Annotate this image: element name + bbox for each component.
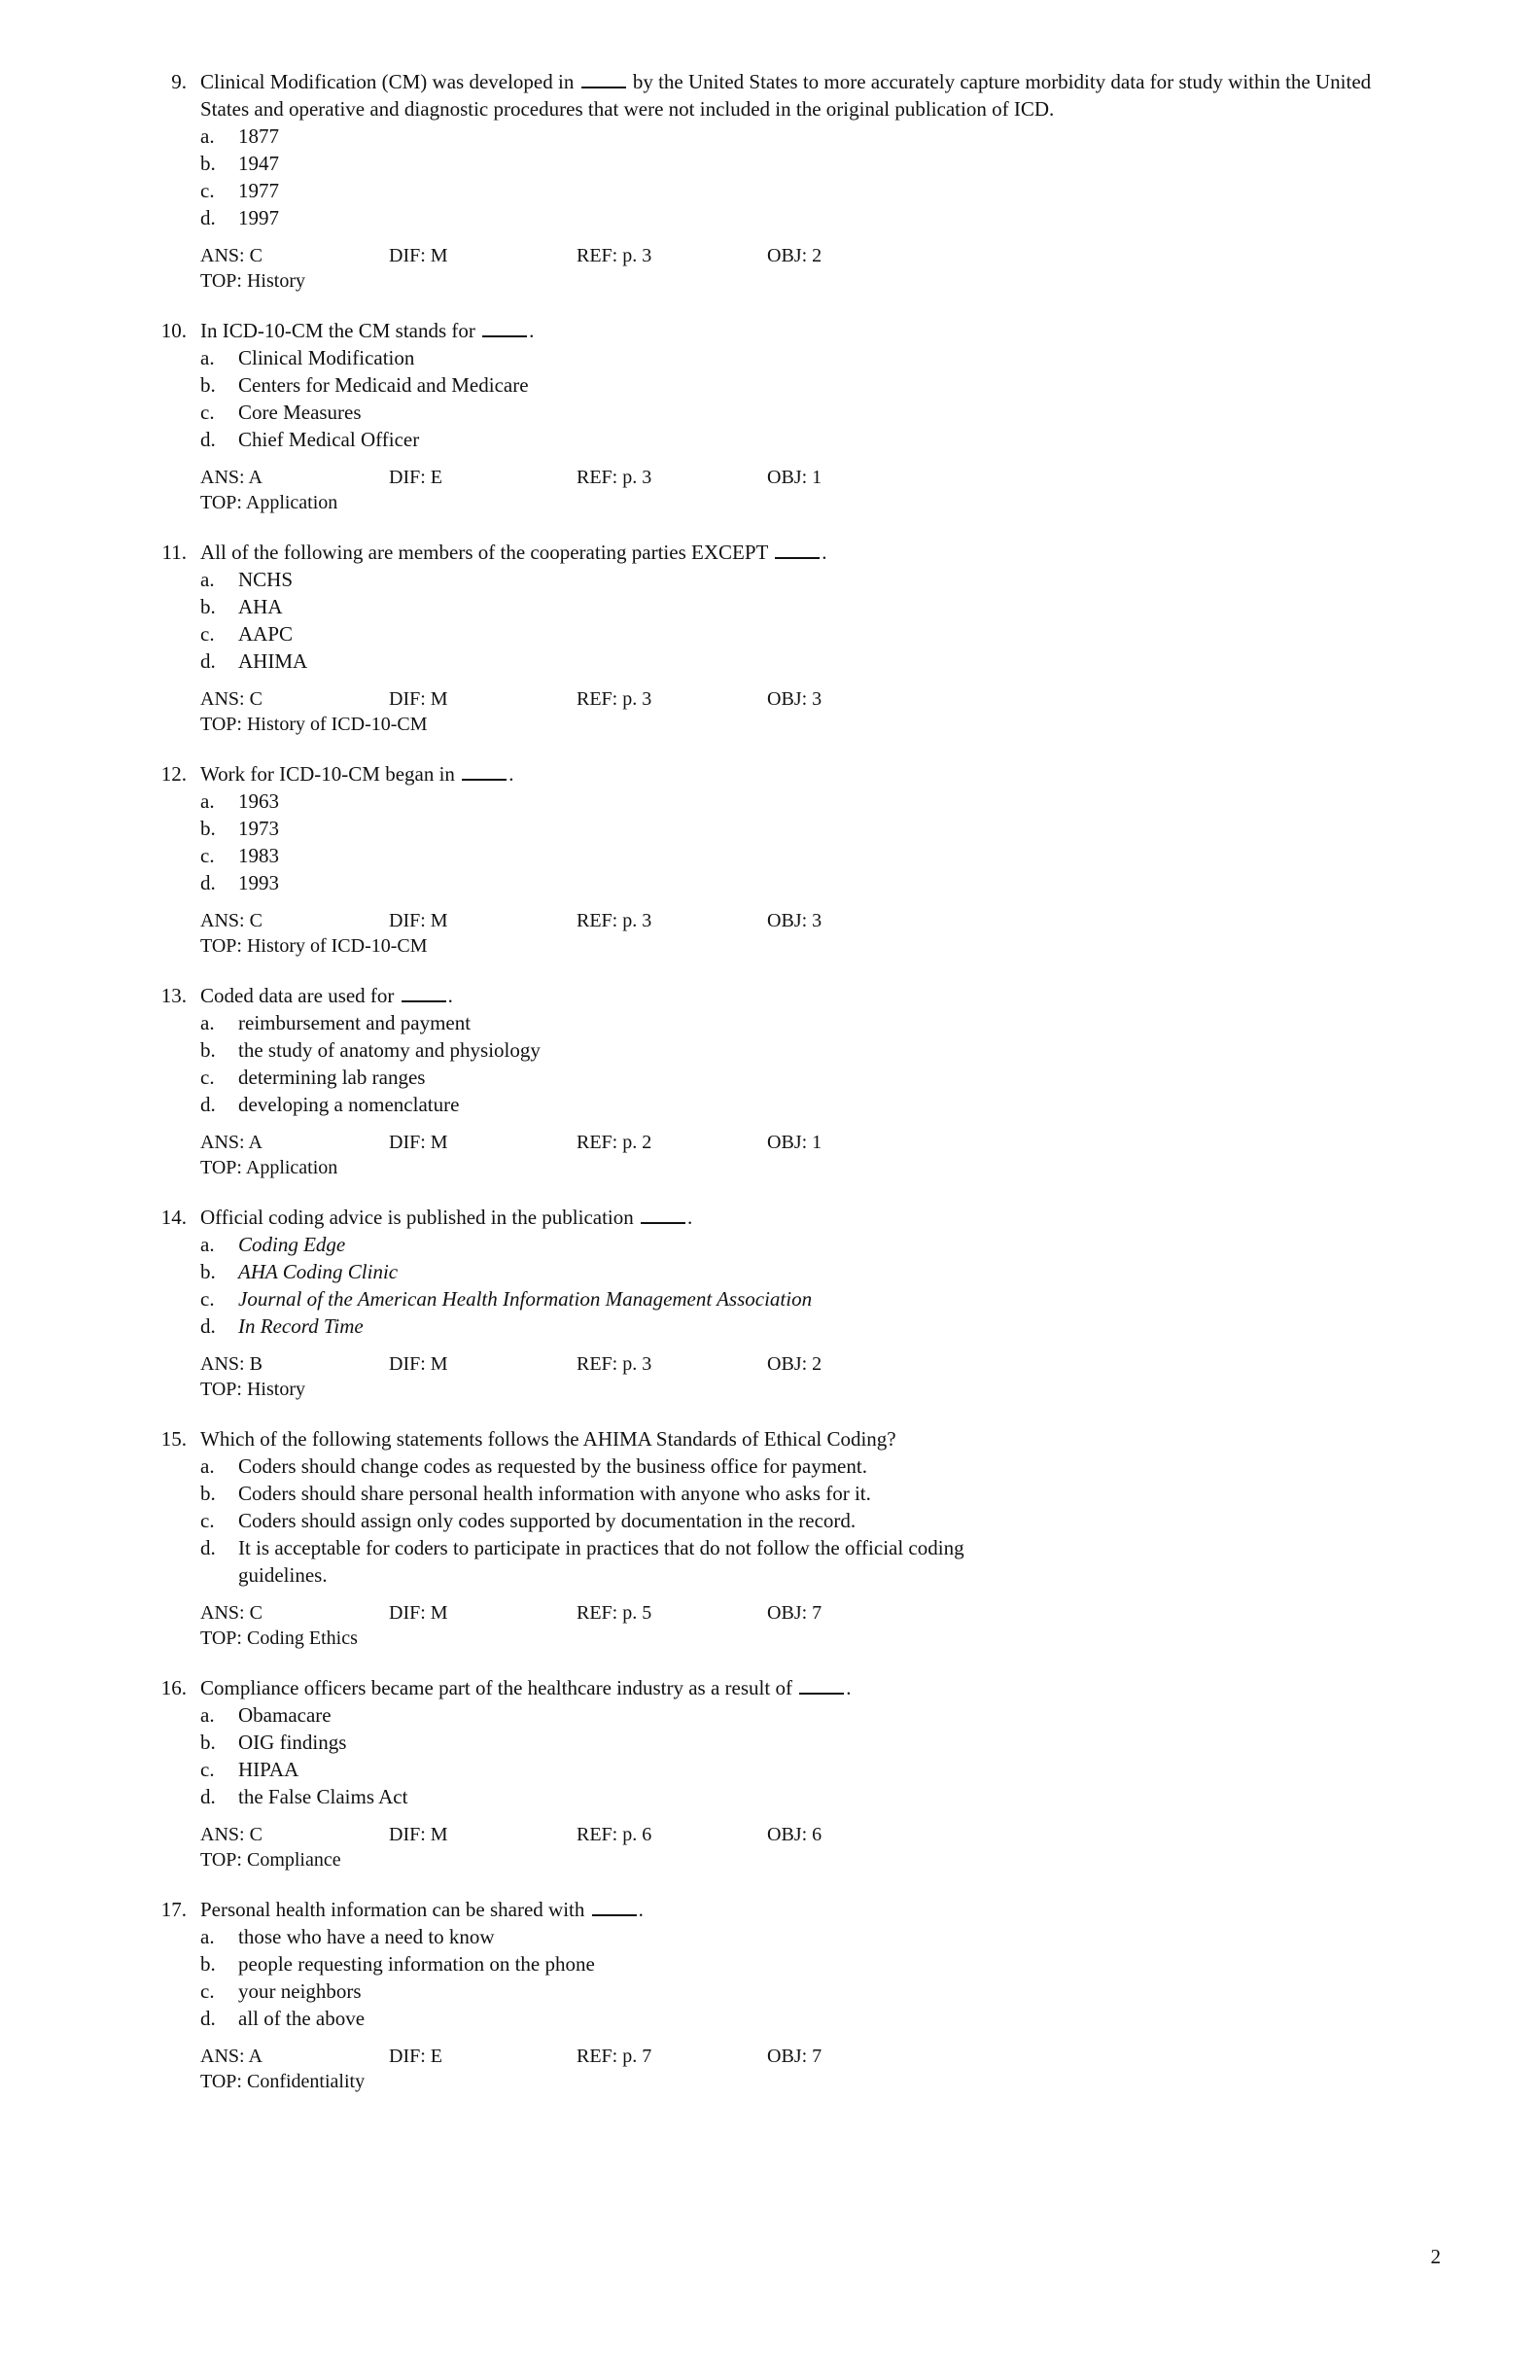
answer-options <box>0 1701 1540 1810</box>
answer-options <box>0 344 1540 453</box>
answer-option <box>0 1009 1540 1036</box>
answer-option <box>0 1480 1540 1507</box>
answer-key: ANS: C <box>200 245 262 266</box>
page-reference: REF: p. 3 <box>577 1353 652 1375</box>
answer-option <box>0 1783 1540 1810</box>
question-text-before: Personal health information can be shared with <box>200 1898 585 1921</box>
option-text: Obamacare <box>238 1703 332 1727</box>
question-text <box>200 68 1423 122</box>
question-text-after: . <box>846 1676 852 1699</box>
option-letter: b. <box>200 373 216 397</box>
answer-blank <box>402 983 446 1002</box>
option-letter: b. <box>200 1038 216 1062</box>
option-text: Coders should share personal health information with anyone who asks for it. <box>238 1482 871 1505</box>
answer-option <box>0 648 1540 675</box>
question-text-before: Official coding advice is published in the publication <box>200 1206 634 1229</box>
question-number: 9. <box>171 70 187 93</box>
option-text: 1983 <box>238 844 279 867</box>
option-letter: d. <box>200 2007 216 2030</box>
option-letter: a. <box>200 1925 215 1948</box>
difficulty: DIF: E <box>389 2046 442 2067</box>
question-number: 13. <box>160 984 187 1007</box>
option-text: the study of anatomy and physiology <box>238 1038 541 1062</box>
question-item <box>0 760 1540 959</box>
answer-option <box>0 620 1540 648</box>
option-letter: d. <box>200 649 216 673</box>
question-stem <box>0 68 1540 122</box>
topic: TOP: History of ICD-10-CM <box>200 714 428 735</box>
option-letter: c. <box>200 1287 215 1311</box>
question-text <box>200 539 1423 566</box>
answer-metadata <box>0 686 1540 737</box>
answer-option <box>0 204 1540 231</box>
option-letter: d. <box>200 1314 216 1338</box>
topic: TOP: Confidentiality <box>200 2071 366 2092</box>
question-text-after: by the United States to more accurately capture morbidity data for study within the United States and operative and diagnostic procedures that were not included in the original publication of ICD. <box>200 70 1372 121</box>
question-text-before: Coded data are used for <box>200 984 395 1007</box>
answer-option <box>0 1036 1540 1064</box>
option-letter: a. <box>200 568 215 591</box>
option-text: AHA <box>238 595 283 618</box>
answer-option <box>0 426 1540 453</box>
topic: TOP: Application <box>200 492 338 513</box>
objective: OBJ: 3 <box>767 910 822 931</box>
answer-option <box>0 1091 1540 1118</box>
page-reference: REF: p. 3 <box>577 910 652 931</box>
answer-option <box>0 1923 1540 1950</box>
question-number: 11. <box>161 541 187 564</box>
answer-option <box>0 1231 1540 1258</box>
option-letter: a. <box>200 789 215 813</box>
objective: OBJ: 6 <box>767 1824 822 1845</box>
page-reference: REF: p. 2 <box>577 1132 652 1153</box>
question-stem <box>0 317 1540 344</box>
option-letter: b. <box>200 1260 216 1283</box>
page-reference: REF: p. 3 <box>577 467 652 488</box>
answer-metadata <box>0 1600 1540 1651</box>
question-stem <box>0 539 1540 566</box>
objective: OBJ: 7 <box>767 2046 822 2067</box>
option-text: 1963 <box>238 789 279 813</box>
option-text: Journal of the American Health Information Management Association <box>238 1287 813 1311</box>
option-letter: b. <box>200 1731 216 1754</box>
question-item <box>0 539 1540 737</box>
difficulty: DIF: M <box>389 688 448 710</box>
option-text: the False Claims Act <box>238 1785 408 1808</box>
option-letter: d. <box>200 871 216 894</box>
question-text <box>200 1204 1423 1231</box>
option-text: 1977 <box>238 179 279 202</box>
answer-option <box>0 842 1540 869</box>
answer-metadata <box>0 1822 1540 1872</box>
answer-key: ANS: C <box>200 688 262 710</box>
question-stem <box>0 760 1540 788</box>
option-text: Centers for Medicaid and Medicare <box>238 373 529 397</box>
answer-option <box>0 1452 1540 1480</box>
difficulty: DIF: M <box>389 1602 448 1624</box>
question-number: 16. <box>160 1676 187 1699</box>
option-text: all of the above <box>238 2007 366 2030</box>
answer-option <box>0 344 1540 371</box>
option-letter: c. <box>200 1509 215 1532</box>
question-number: 14. <box>160 1206 187 1229</box>
option-letter: b. <box>200 152 216 175</box>
option-text: determining lab ranges <box>238 1066 426 1089</box>
option-text: 1997 <box>238 206 279 229</box>
option-text: Core Measures <box>238 401 362 424</box>
answer-option <box>0 150 1540 177</box>
answer-option <box>0 1950 1540 1978</box>
difficulty: DIF: M <box>389 1353 448 1375</box>
answer-key: ANS: C <box>200 1824 262 1845</box>
question-number: 17. <box>160 1898 187 1921</box>
question-item <box>0 1674 1540 1872</box>
option-letter: c. <box>200 1979 215 2003</box>
option-letter: a. <box>200 1703 215 1727</box>
option-letter: d. <box>200 206 216 229</box>
option-letter: d. <box>200 1093 216 1116</box>
answer-option <box>0 1729 1540 1756</box>
option-letter: a. <box>200 346 215 369</box>
option-letter: a. <box>200 124 215 148</box>
question-number: 12. <box>160 762 187 786</box>
option-letter: b. <box>200 1482 216 1505</box>
option-letter: a. <box>200 1454 215 1478</box>
answer-option <box>0 566 1540 593</box>
answer-option <box>0 1756 1540 1783</box>
option-text: Coders should change codes as requested by the business office for payment. <box>238 1454 867 1478</box>
page-reference: REF: p. 7 <box>577 2046 652 2067</box>
answer-options <box>0 1923 1540 2032</box>
question-stem <box>0 1425 1540 1452</box>
objective: OBJ: 2 <box>767 1353 822 1375</box>
question-text-after: . <box>529 319 535 342</box>
answer-metadata <box>0 908 1540 959</box>
answer-key: ANS: A <box>200 1132 262 1153</box>
question-number: 10. <box>160 319 187 342</box>
option-letter: b. <box>200 817 216 840</box>
answer-blank <box>775 540 820 559</box>
answer-option <box>0 1507 1540 1534</box>
option-text: NCHS <box>238 568 294 591</box>
question-text <box>200 760 1423 788</box>
question-text-after: . <box>822 541 827 564</box>
question-item <box>0 68 1540 294</box>
page-number: 2 <box>1430 2245 1441 2268</box>
question-text <box>200 1896 1423 1923</box>
answer-option <box>0 869 1540 896</box>
option-letter: b. <box>200 595 216 618</box>
option-text: OIG findings <box>238 1731 347 1754</box>
answer-key: ANS: A <box>200 467 262 488</box>
answer-blank <box>592 1897 637 1916</box>
objective: OBJ: 1 <box>767 467 822 488</box>
answer-blank <box>641 1205 685 1224</box>
answer-options <box>0 1452 1540 1589</box>
question-text-after: . <box>687 1206 693 1229</box>
topic: TOP: History <box>200 270 305 292</box>
option-text: 1877 <box>238 124 279 148</box>
question-text-before: Compliance officers became part of the healthcare industry as a result of <box>200 1676 792 1699</box>
page-reference: REF: p. 3 <box>577 245 652 266</box>
question-item <box>0 1425 1540 1651</box>
option-text: reimbursement and payment <box>238 1011 472 1034</box>
question-text-after: . <box>508 762 514 786</box>
option-letter: c. <box>200 401 215 424</box>
answer-key: ANS: C <box>200 1602 262 1624</box>
option-letter: d. <box>200 1785 216 1808</box>
answer-options <box>0 1009 1540 1118</box>
question-text <box>200 1674 1423 1701</box>
option-letter: c. <box>200 844 215 867</box>
question-item <box>0 317 1540 515</box>
topic: TOP: History <box>200 1379 305 1400</box>
answer-blank <box>799 1675 844 1695</box>
answer-option <box>0 177 1540 204</box>
answer-option <box>0 1258 1540 1285</box>
answer-key: ANS: C <box>200 910 262 931</box>
difficulty: DIF: M <box>389 1132 448 1153</box>
answer-metadata <box>0 1351 1540 1402</box>
option-text: those who have a need to know <box>238 1925 495 1948</box>
question-text <box>200 317 1423 344</box>
topic: TOP: Application <box>200 1157 338 1178</box>
question-text-before: In ICD-10-CM the CM stands for <box>200 319 475 342</box>
answer-options <box>0 1231 1540 1340</box>
answer-blank <box>581 69 626 88</box>
topic: TOP: Compliance <box>200 1849 341 1871</box>
difficulty: DIF: E <box>389 467 442 488</box>
answer-key: ANS: A <box>200 2046 262 2067</box>
answer-blank <box>462 761 507 781</box>
question-item <box>0 1896 1540 2094</box>
objective: OBJ: 1 <box>767 1132 822 1153</box>
option-letter: b. <box>200 1952 216 1976</box>
answer-blank <box>482 318 527 337</box>
question-text-before: Work for ICD-10-CM began in <box>200 762 455 786</box>
question-text-after: . <box>447 984 453 1007</box>
answer-option <box>0 2005 1540 2032</box>
question-stem <box>0 982 1540 1009</box>
option-letter: c. <box>200 1066 215 1089</box>
question-stem <box>0 1204 1540 1231</box>
option-letter: c. <box>200 179 215 202</box>
option-letter: a. <box>200 1011 215 1034</box>
option-text: developing a nomenclature <box>238 1093 460 1116</box>
difficulty: DIF: M <box>389 1824 448 1845</box>
answer-options <box>0 122 1540 231</box>
answer-metadata <box>0 1130 1540 1180</box>
question-list <box>0 68 1540 2118</box>
difficulty: DIF: M <box>389 910 448 931</box>
topic: TOP: Coding Ethics <box>200 1628 358 1649</box>
objective: OBJ: 7 <box>767 1602 822 1624</box>
option-letter: d. <box>200 428 216 451</box>
page-reference: REF: p. 5 <box>577 1602 652 1624</box>
answer-option <box>0 1534 1540 1589</box>
question-text-after: . <box>638 1898 644 1921</box>
page-reference: REF: p. 6 <box>577 1824 652 1845</box>
answer-options <box>0 788 1540 896</box>
option-text: AAPC <box>238 622 294 646</box>
question-text-before: Which of the following statements follows the AHIMA Standards of Ethical Coding? <box>200 1427 896 1451</box>
answer-option <box>0 399 1540 426</box>
answer-option <box>0 371 1540 399</box>
difficulty: DIF: M <box>389 245 448 266</box>
option-text: In Record Time <box>238 1314 364 1338</box>
question-item <box>0 1204 1540 1402</box>
option-text: Coding Edge <box>238 1233 346 1256</box>
option-text: 1993 <box>238 871 279 894</box>
question-text-before: All of the following are members of the cooperating parties EXCEPT <box>200 541 768 564</box>
question-item <box>0 982 1540 1180</box>
option-text: people requesting information on the phone <box>238 1952 595 1976</box>
option-text: 1973 <box>238 817 279 840</box>
option-letter: a. <box>200 1233 215 1256</box>
topic: TOP: History of ICD-10-CM <box>200 935 428 957</box>
option-text: Clinical Modification <box>238 346 415 369</box>
question-text <box>200 982 1423 1009</box>
question-stem <box>0 1896 1540 1923</box>
objective: OBJ: 2 <box>767 245 822 266</box>
objective: OBJ: 3 <box>767 688 822 710</box>
option-text: 1947 <box>238 152 279 175</box>
answer-option <box>0 1312 1540 1340</box>
question-text <box>200 1425 1423 1452</box>
option-letter: d. <box>200 1536 216 1559</box>
answer-metadata <box>0 243 1540 294</box>
answer-options <box>0 566 1540 675</box>
page-reference: REF: p. 3 <box>577 688 652 710</box>
question-stem <box>0 1674 1540 1701</box>
option-text: It is acceptable for coders to participate in practices that do not follow the official coding guidelines. <box>238 1536 964 1587</box>
answer-option <box>0 122 1540 150</box>
option-text: your neighbors <box>238 1979 362 2003</box>
answer-option <box>0 1978 1540 2005</box>
answer-key: ANS: B <box>200 1353 262 1375</box>
answer-option <box>0 1064 1540 1091</box>
answer-metadata <box>0 2044 1540 2094</box>
option-letter: c. <box>200 1758 215 1781</box>
option-text: AHIMA <box>238 649 308 673</box>
answer-option <box>0 788 1540 815</box>
answer-option <box>0 815 1540 842</box>
answer-option <box>0 1701 1540 1729</box>
answer-option <box>0 1285 1540 1312</box>
option-text: Chief Medical Officer <box>238 428 420 451</box>
answer-metadata <box>0 465 1540 515</box>
question-number: 15. <box>160 1427 187 1451</box>
option-letter: c. <box>200 622 215 646</box>
question-text-before: Clinical Modification (CM) was developed in <box>200 70 575 93</box>
answer-option <box>0 593 1540 620</box>
option-text: Coders should assign only codes supported by documentation in the record. <box>238 1509 857 1532</box>
option-text: AHA Coding Clinic <box>238 1260 399 1283</box>
option-text: HIPAA <box>238 1758 299 1781</box>
